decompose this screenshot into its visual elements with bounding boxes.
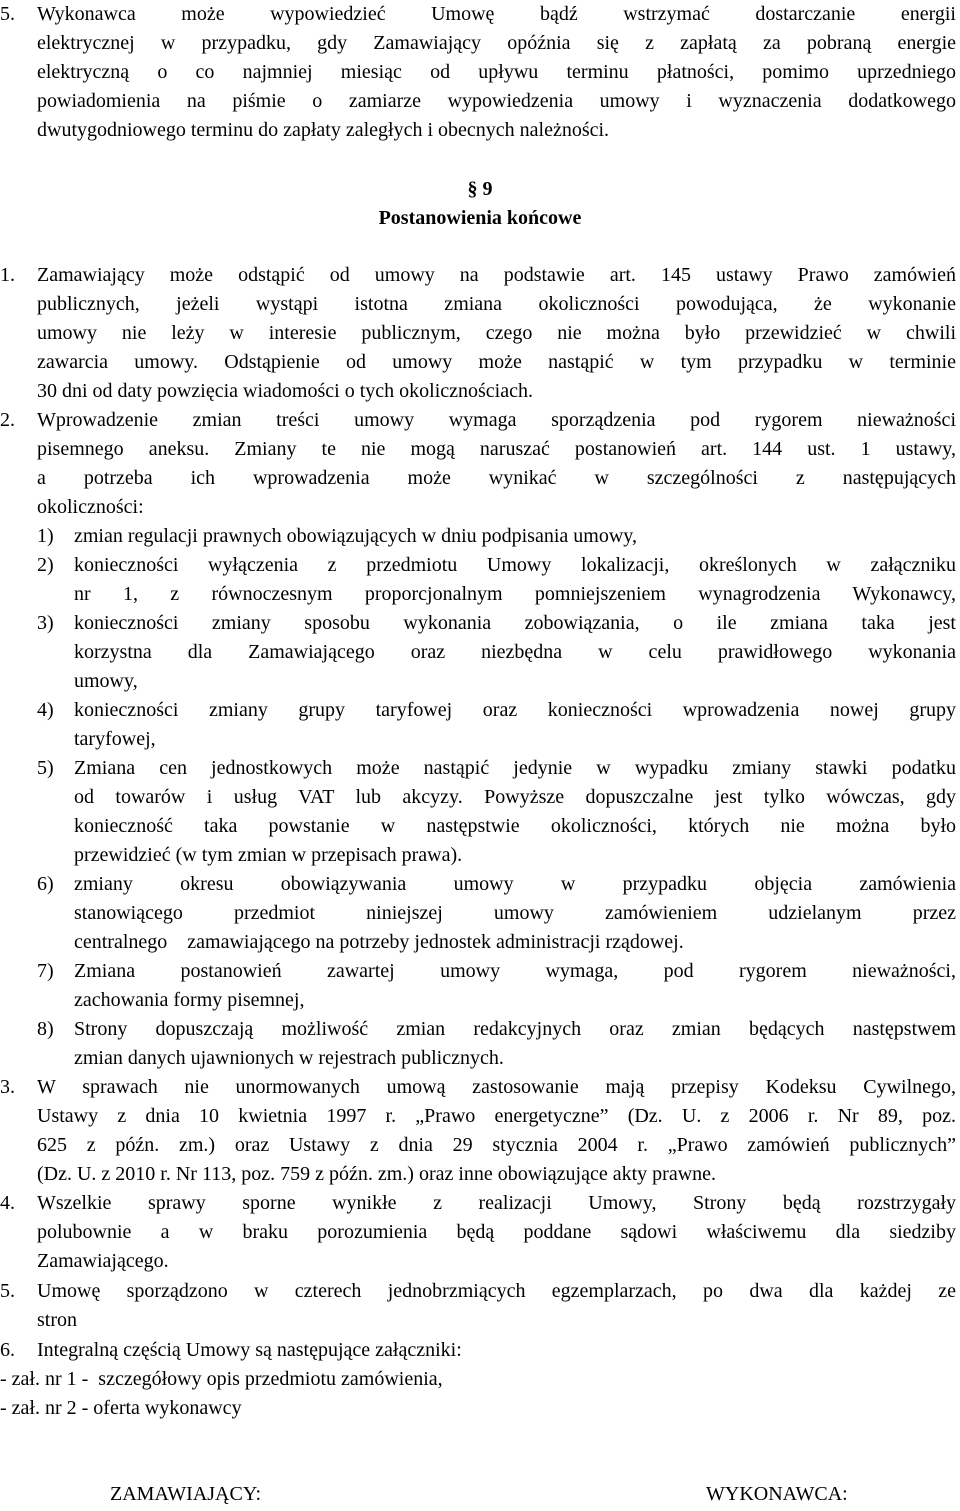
item-1-line-5 bbox=[0, 377, 960, 406]
subitem-3-line-2 bbox=[0, 638, 960, 667]
subitem-text: konieczności wyłączenia z przedmiotu Umowy lokalizacji, określonych w załączniku bbox=[74, 554, 956, 576]
subitem-number: 7) bbox=[37, 960, 54, 982]
item-text: Zamawiającego. bbox=[37, 1250, 169, 1272]
item-number: 6. bbox=[0, 1339, 15, 1361]
subitem-5-line-4 bbox=[0, 841, 960, 870]
subitem-4-line-1 bbox=[0, 696, 960, 725]
attachment-2 bbox=[0, 1394, 960, 1423]
top-item-line-2 bbox=[0, 29, 960, 58]
subitem-2-line-1 bbox=[0, 551, 960, 580]
top-item-text: powiadomienia na piśmie o zamiarze wypowiedzenia umowy i wyznaczenia dodatkowego bbox=[37, 90, 956, 112]
subitem-text: taryfowej, bbox=[74, 728, 156, 750]
item-2-line-2 bbox=[0, 435, 960, 464]
top-item-text: dwutygodniowego terminu do zapłaty zaległych i obecnych należności. bbox=[37, 119, 610, 141]
item-1-line-1 bbox=[0, 261, 960, 290]
item-1-line-3 bbox=[0, 319, 960, 348]
item-number: 5. bbox=[0, 1280, 15, 1302]
subitem-text: Strony dopuszczają możliwość zmian redakcyjnych oraz zmian będących następstwem bbox=[74, 1018, 956, 1040]
subitem-text: konieczność taka powstanie w następstwie okoliczności, których nie można było bbox=[74, 815, 956, 837]
subitem-1-line-1 bbox=[0, 522, 960, 551]
signature-contracting-party: ZAMAWIAJĄCY: bbox=[110, 1483, 261, 1505]
subitem-6-line-1 bbox=[0, 870, 960, 899]
subitem-text: umowy, bbox=[74, 670, 138, 692]
top-item-line-4 bbox=[0, 87, 960, 116]
item-4-line-3 bbox=[0, 1247, 960, 1276]
top-item-text: Wykonawca może wypowiedzieć Umowę bądź wstrzymać dostarczanie energii bbox=[37, 3, 956, 25]
subitem-text: nr 1, z równoczesnym proporcjonalnym pomniejszeniem wynagrodzenia Wykonawcy, bbox=[74, 583, 956, 605]
item-text: polubownie a w braku porozumienia będą poddane sądowi właściwemu dla siedziby bbox=[37, 1221, 956, 1243]
item-3-line-2 bbox=[0, 1102, 960, 1131]
subitem-text: centralnego zamawiającego na potrzeby jednostek administracji rządowej. bbox=[74, 931, 684, 953]
subitem-6-line-2 bbox=[0, 899, 960, 928]
item-text: a potrzeba ich wprowadzenia może wynikać w szczególności z następujących bbox=[37, 467, 956, 489]
item-number: 3. bbox=[0, 1076, 15, 1098]
item-number: 2. bbox=[0, 409, 15, 431]
item-number: 1. bbox=[0, 264, 15, 286]
section-symbol: § bbox=[467, 178, 478, 200]
subitem-3-line-3 bbox=[0, 667, 960, 696]
item-4-line-1 bbox=[0, 1189, 960, 1218]
subitem-5-line-3 bbox=[0, 812, 960, 841]
subitem-text: przewidzieć (w tym zmian w przepisach prawa). bbox=[74, 844, 463, 866]
subitem-text: korzystna dla Zamawiającego oraz niezbędna w celu prawidłowego wykonania bbox=[74, 641, 956, 663]
subitem-4-line-2 bbox=[0, 725, 960, 754]
top-item-text: elektrycznej w przypadku, gdy Zamawiający opóźnia się z zapłatą za pobraną energie bbox=[37, 32, 956, 54]
top-item-line-1 bbox=[0, 0, 960, 29]
item-text: W sprawach nie unormowanych umową zastosowanie mają przepisy Kodeksu Cywilnego, bbox=[37, 1076, 956, 1098]
subitem-text: zmian danych ujawnionych w rejestrach publicznych. bbox=[74, 1047, 504, 1069]
subitem-text: stanowiącego przedmiot niniejszej umowy zamówieniem udzielanym przez bbox=[74, 902, 956, 924]
subitem-number: 4) bbox=[37, 699, 54, 721]
item-3-line-3 bbox=[0, 1131, 960, 1160]
subitem-text: zmian regulacji prawnych obowiązujących w dniu podpisania umowy, bbox=[74, 525, 637, 547]
item-text: umowy nie leży w interesie publicznym, czego nie można było przewidzieć w chwili bbox=[37, 322, 956, 344]
subitem-text: zachowania formy pisemnej, bbox=[74, 989, 305, 1011]
item-3-line-1 bbox=[0, 1073, 960, 1102]
subitem-2-line-2 bbox=[0, 580, 960, 609]
subitem-number: 6) bbox=[37, 873, 54, 895]
subitem-8-line-1 bbox=[0, 1015, 960, 1044]
item-text: Wszelkie sprawy sporne wynikłe z realizacji Umowy, Strony będą rozstrzygały bbox=[37, 1192, 956, 1214]
attachment-text: - zał. nr 2 - oferta wykonawcy bbox=[0, 1397, 242, 1419]
item-text: Wprowadzenie zmian treści umowy wymaga sporządzenia pod rygorem nieważności bbox=[37, 409, 956, 431]
attachment-text: - zał. nr 1 - szczegółowy opis przedmiotu zamówienia, bbox=[0, 1368, 443, 1390]
item-number: 4. bbox=[0, 1192, 15, 1214]
item-text: (Dz. U. z 2010 r. Nr 113, poz. 759 z późn. zm.) oraz inne obowiązujące akty prawne. bbox=[37, 1163, 717, 1185]
item-text: 625 z późn. zm.) oraz Ustawy z dnia 29 stycznia 2004 r. „Prawo zamówień publicznych” bbox=[37, 1134, 956, 1156]
section-title: Postanowienia końcowe bbox=[378, 207, 582, 229]
attachment-1 bbox=[0, 1365, 960, 1394]
item-2-line-4 bbox=[0, 493, 960, 522]
top-item-line-5 bbox=[0, 116, 960, 145]
item-5-line-1 bbox=[0, 1277, 960, 1306]
item-text: Ustawy z dnia 10 kwietnia 1997 r. „Prawo energetyczne” (Dz. U. z 2006 r. Nr 89, poz. bbox=[37, 1105, 956, 1127]
top-item-line-3 bbox=[0, 58, 960, 87]
subitem-5-line-1 bbox=[0, 754, 960, 783]
subitem-number: 5) bbox=[37, 757, 54, 779]
subitem-5-line-2 bbox=[0, 783, 960, 812]
item-1-line-4 bbox=[0, 348, 960, 377]
item-2-line-1 bbox=[0, 406, 960, 435]
item-text: pisemnego aneksu. Zmiany te nie mogą naruszać postanowień art. 144 ust. 1 ustawy, bbox=[37, 438, 956, 460]
subitem-text: od towarów i usług VAT lub akcyzy. Powyższe dopuszczalne jest tylko wówczas, gdy bbox=[74, 786, 956, 808]
item-text: Umowę sporządzono w czterech jednobrzmiących egzemplarzach, po dwa dla każdej ze bbox=[37, 1280, 956, 1302]
signature-contractor: WYKONAWCA: bbox=[706, 1483, 848, 1505]
subitem-3-line-1 bbox=[0, 609, 960, 638]
top-item-number: 5. bbox=[0, 3, 15, 25]
item-5-line-2 bbox=[0, 1306, 960, 1335]
subitem-number: 1) bbox=[37, 525, 54, 547]
item-3-line-4 bbox=[0, 1160, 960, 1189]
subitem-text: konieczności zmiany grupy taryfowej oraz konieczności wprowadzenia nowej grupy bbox=[74, 699, 956, 721]
subitem-text: Zmiana postanowień zawartej umowy wymaga, pod rygorem nieważności, bbox=[74, 960, 956, 982]
subitem-7-line-2 bbox=[0, 986, 960, 1015]
item-6-line-1 bbox=[0, 1336, 960, 1365]
subitem-number: 2) bbox=[37, 554, 54, 576]
item-text: 30 dni od daty powzięcia wiadomości o tych okolicznościach. bbox=[37, 380, 533, 402]
top-item-text: elektryczną o co najmniej miesiąc od upływu terminu płatności, pomimo uprzedniego bbox=[37, 61, 956, 83]
item-4-line-2 bbox=[0, 1218, 960, 1247]
subitem-text: Zmiana cen jednostkowych może nastąpić jedynie w wypadku zmiany stawki podatku bbox=[74, 757, 956, 779]
subitem-8-line-2 bbox=[0, 1044, 960, 1073]
item-1-line-2 bbox=[0, 290, 960, 319]
item-text: publicznych, jeżeli wystąpi istotna zmiana okoliczności powodująca, że wykonanie bbox=[37, 293, 956, 315]
subitem-7-line-1 bbox=[0, 957, 960, 986]
item-text: zawarcia umowy. Odstąpienie od umowy może nastąpić w tym przypadku w terminie bbox=[37, 351, 956, 373]
subitem-text: zmiany okresu obowiązywania umowy w przypadku objęcia zamówienia bbox=[74, 873, 956, 895]
item-text: okoliczności: bbox=[37, 496, 144, 518]
item-text: stron bbox=[37, 1309, 77, 1331]
section-num: 9 bbox=[482, 178, 493, 200]
subitem-6-line-3 bbox=[0, 928, 960, 957]
section-number bbox=[0, 175, 960, 204]
item-text: Zamawiający może odstąpić od umowy na podstawie art. 145 ustawy Prawo zamówień bbox=[37, 264, 956, 286]
item-text: Integralną częścią Umowy są następujące załączniki: bbox=[37, 1339, 462, 1361]
subitem-number: 3) bbox=[37, 612, 54, 634]
subitem-number: 8) bbox=[37, 1018, 54, 1040]
subitem-text: konieczności zmiany sposobu wykonania zobowiązania, o ile zmiana taka jest bbox=[74, 612, 956, 634]
item-2-line-3 bbox=[0, 464, 960, 493]
